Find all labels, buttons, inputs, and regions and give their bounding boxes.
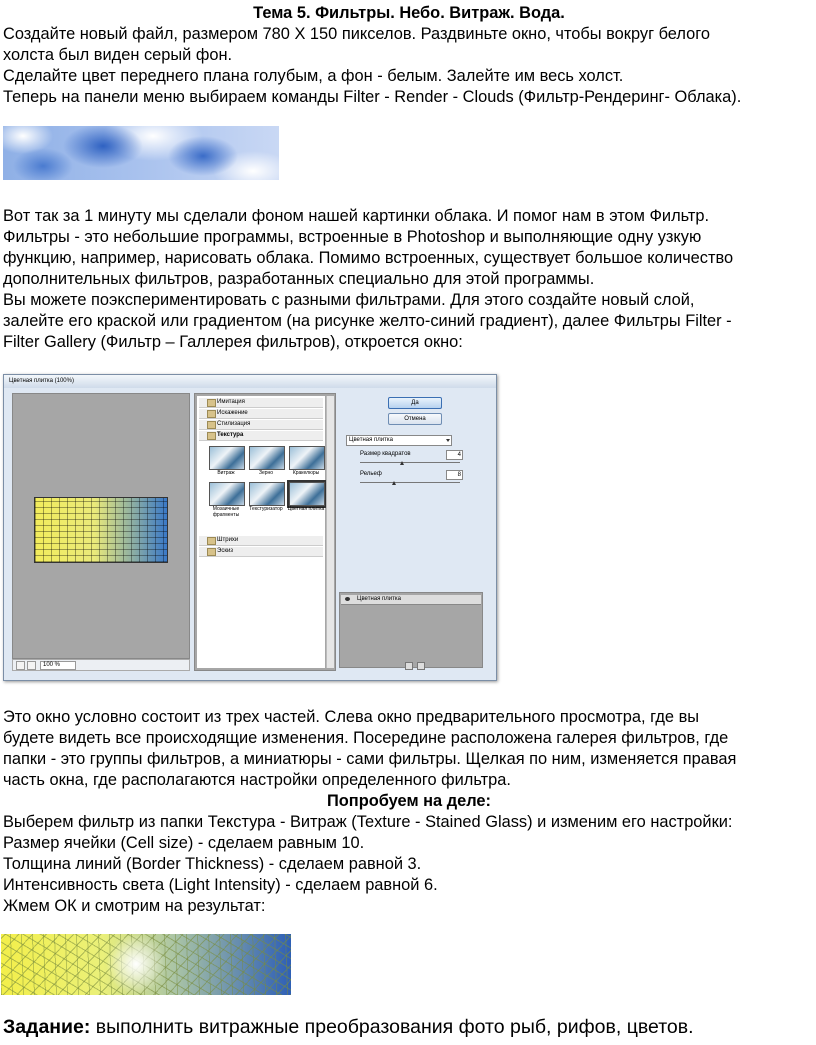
preview-area (12, 393, 190, 659)
thumb-label: Кракелюры (292, 470, 320, 476)
section-heading: Попробуем на деле: (327, 792, 491, 810)
para1-line2: холста был виден серый фон. (3, 46, 233, 64)
para2-line4: дополнительных фильтров, разработанных специально для этой программы. (3, 270, 595, 288)
thumb-craquelure[interactable] (289, 446, 325, 470)
dialog-titlebar (4, 375, 496, 388)
para2-line6: залейте его краской или градиентом (на рисунке желто-синий градиент), далее Фильтры Filter - (3, 312, 732, 330)
param-relief-slider[interactable] (360, 482, 460, 483)
zoom-out-button[interactable] (16, 661, 25, 670)
para2-line7: Filter Gallery (Фильтр – Галлерея фильтров), откроется окно: (3, 333, 463, 351)
filter-folder-list (197, 396, 325, 668)
para1-line1: Создайте новый файл, размером 780 X 150 пикселов. Раздвиньте окно, чтобы вокруг белого (3, 25, 710, 43)
effect-layer-name: Цветная плитка (357, 596, 401, 602)
effect-layers-panel (339, 592, 483, 668)
slider-knob[interactable] (400, 461, 404, 465)
thumb-mosaic-tiles[interactable] (209, 482, 245, 506)
para4-line4: Интенсивность света (Light Intensity) - сделаем равной 6. (3, 876, 438, 894)
para3-line4: часть окна, где располагаются настройки определенного фильтра. (3, 771, 511, 789)
thumb-label: Витраж (217, 470, 235, 476)
para4-line5: Жмем ОК и смотрим на результат: (3, 897, 266, 915)
param-square-size-input[interactable]: 4 (446, 450, 463, 460)
para2-line5: Вы можете поэкспериментировать с разными фильтрами. Для этого создайте новый слой, (3, 291, 695, 309)
ok-button[interactable]: Да (388, 397, 442, 409)
texture-thumbnails (199, 442, 323, 534)
folder-icon (207, 537, 216, 545)
thumb-texturizer[interactable] (249, 482, 285, 506)
gallery-scrollbar[interactable] (326, 396, 334, 668)
new-layer-icon[interactable] (405, 662, 413, 670)
dialog-title: Цветная плитка (100%) (9, 378, 74, 384)
folder-icon (207, 432, 216, 440)
para3-line1: Это окно условно состоит из трех частей. Слева окно предварительного просмотра, где вы (3, 708, 700, 726)
delete-layer-icon[interactable] (417, 662, 425, 670)
thumb-label: Зерно (258, 470, 274, 476)
para3-line2: будете видеть все происходящие изменения. Посередине расположена галерея фильтров, где (3, 729, 729, 747)
folder-imitation[interactable]: Имитация (199, 398, 323, 408)
zoom-value: 100 % (43, 662, 61, 668)
filter-select-value: Цветная плитка (349, 437, 393, 443)
effect-layer-row[interactable] (341, 595, 481, 605)
para1-line3: Сделайте цвет переднего плана голубым, а фон - белым. Залейте им весь холст. (3, 67, 624, 85)
clouds-image (3, 126, 279, 180)
preview-zoom-bar (12, 659, 190, 671)
folder-icon (207, 410, 216, 418)
thumb-label: Мозаичные фрагменты (212, 506, 240, 518)
thumb-grain[interactable] (249, 446, 285, 470)
para1-line4: Теперь на панели меню выбираем команды Filter - Render - Clouds (Фильтр-Рендеринг- Облака). (3, 88, 742, 106)
folder-sketch[interactable]: Эскиз (199, 547, 323, 557)
stained-glass-image (1, 934, 291, 995)
zoom-in-button[interactable] (27, 661, 36, 670)
preview-gradient-image (34, 497, 168, 563)
folder-stylize[interactable]: Стилизация (199, 420, 323, 430)
folder-brush-strokes[interactable]: Штрихи (199, 536, 323, 546)
thumb-patchwork[interactable] (289, 482, 325, 506)
folder-distort[interactable]: Искажение (199, 409, 323, 419)
task-line (3, 1015, 694, 1039)
para2-line3: функцию, например, нарисовать облака. Помимо встроенных, существует большое количество (3, 249, 734, 267)
param-relief-label: Рельеф (360, 471, 382, 477)
eye-icon[interactable] (345, 597, 350, 601)
para2-line2: Фильтры - это небольшие программы, встроенные в Photoshop и выполняющие одну узкую (3, 228, 702, 246)
thumb-label: Цветная плитка (287, 506, 325, 512)
folder-texture[interactable]: Текстура (199, 431, 323, 441)
para4-line2: Размер ячейки (Cell size) - сделаем равным 10. (3, 834, 365, 852)
filter-select[interactable] (346, 435, 452, 446)
filter-gallery-dialog (3, 374, 497, 681)
chevron-down-icon (446, 439, 450, 442)
folder-icon (207, 548, 216, 556)
param-square-size-label: Размер квадратов (360, 451, 411, 457)
slider-knob[interactable] (392, 481, 396, 485)
param-square-size-slider[interactable] (360, 462, 460, 463)
para4-line1: Выберем фильтр из папки Текстура - Витраж (Texture - Stained Glass) и изменим его настройки: (3, 813, 733, 831)
thumb-label: Текстуризатор (249, 506, 283, 512)
task-label: Задание: (3, 1016, 91, 1038)
folder-icon (207, 399, 216, 407)
filter-settings-panel (338, 393, 492, 593)
para3-line3: папки - это группы фильтров, а миниатюры - сами фильтры. Щелкая по ним, изменяется правая (3, 750, 737, 768)
zoom-select[interactable] (40, 661, 76, 670)
task-text: выполнить витражные преобразования фото рыб, рифов, цветов. (90, 1016, 694, 1038)
thumb-stained-glass[interactable] (209, 446, 245, 470)
folder-icon (207, 421, 216, 429)
para4-line3: Толщина линий (Border Thickness) - сделаем равной 3. (3, 855, 422, 873)
cancel-button[interactable]: Отмена (388, 413, 442, 425)
param-relief-input[interactable]: 8 (446, 470, 463, 480)
filter-gallery-panel (194, 393, 336, 671)
page-title: Тема 5. Фильтры. Небо. Витраж. Вода. (253, 4, 565, 22)
para2-line1: Вот так за 1 минуту мы сделали фоном нашей картинки облака. И помог нам в этом Фильтр. (3, 207, 710, 225)
